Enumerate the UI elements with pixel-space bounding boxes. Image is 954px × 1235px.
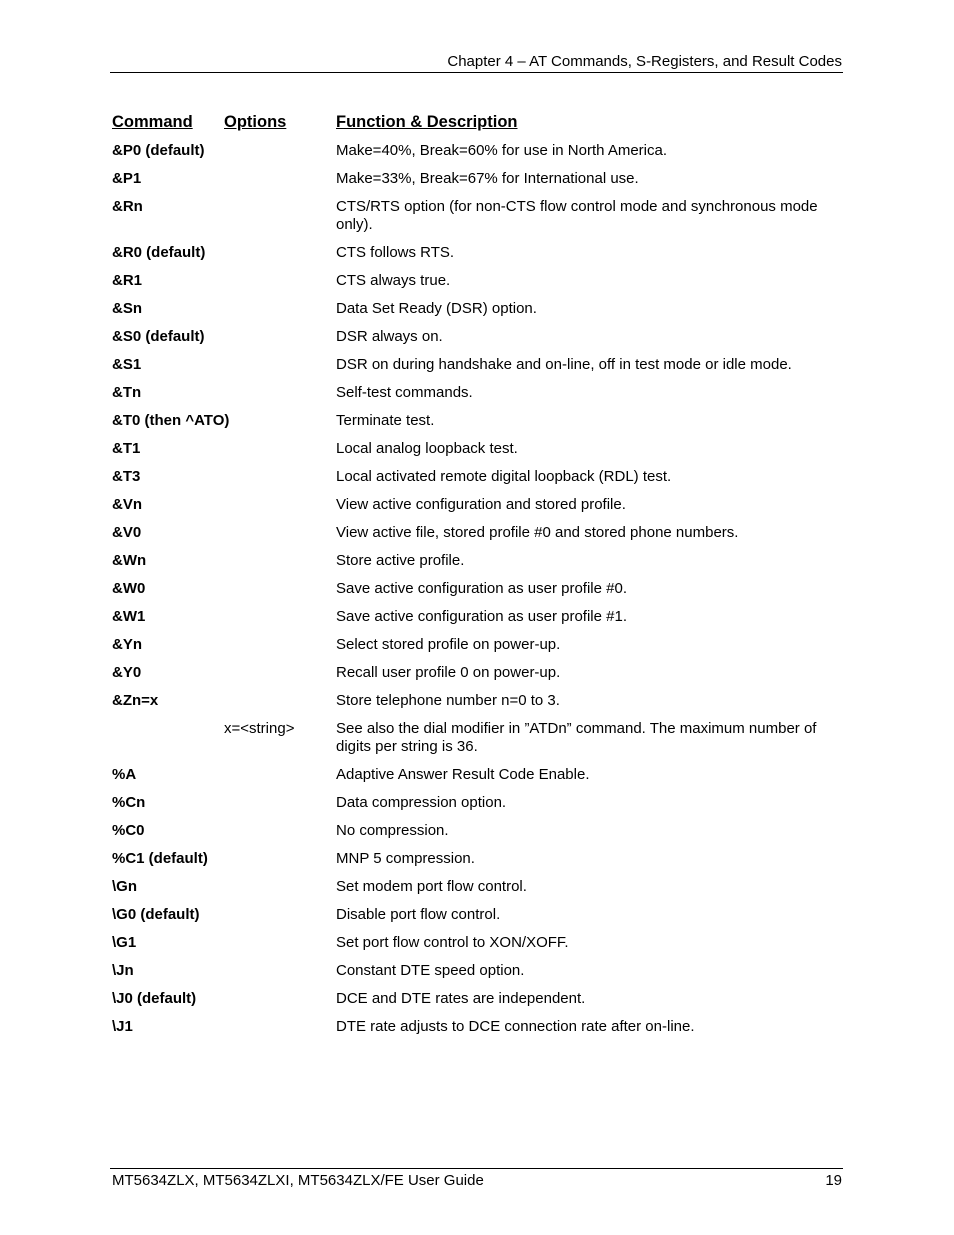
page-footer — [110, 1168, 843, 1191]
command-cell: &R1 — [112, 272, 143, 289]
table-row — [112, 140, 843, 168]
table-row — [112, 988, 843, 1016]
command-cell: \Jn — [112, 962, 134, 979]
description-cell: Data compression option. — [336, 794, 507, 811]
command-cell: &W0 — [112, 580, 146, 597]
table-row — [112, 354, 843, 382]
description-cell: Recall user profile 0 on power-up. — [336, 664, 561, 681]
description-cell: CTS/RTS option (for non-CTS flow control mode and synchronous mode only). — [336, 198, 818, 233]
command-cell: \G1 — [112, 934, 137, 951]
command-cell: \Gn — [112, 878, 137, 895]
table-row — [112, 662, 843, 690]
table-row — [112, 932, 843, 960]
table-row — [112, 904, 843, 932]
description-cell: DCE and DTE rates are independent. — [336, 990, 586, 1007]
table-row — [112, 876, 843, 904]
command-cell: &W1 — [112, 608, 146, 625]
table-row — [112, 634, 843, 662]
table-row — [112, 270, 843, 298]
table-row — [112, 466, 843, 494]
description-cell: Make=33%, Break=67% for International use. — [336, 170, 639, 187]
command-cell: &S0 (default) — [112, 328, 205, 345]
command-cell: %C1 (default) — [112, 850, 208, 867]
table-row — [112, 792, 843, 820]
table-row — [112, 382, 843, 410]
description-cell: Save active configuration as user profile #1. — [336, 608, 627, 625]
table-row — [112, 578, 843, 606]
command-cell: &P1 — [112, 170, 142, 187]
table-row — [112, 960, 843, 988]
command-cell: &T3 — [112, 468, 141, 485]
command-cell: &Vn — [112, 496, 142, 513]
table-row — [112, 550, 843, 578]
chapter-title: Chapter 4 – AT Commands, S-Registers, and Result Codes — [447, 53, 842, 70]
command-cell: &S1 — [112, 356, 142, 373]
command-table — [112, 140, 843, 1044]
page-number: 19 — [825, 1172, 842, 1189]
table-row — [112, 410, 843, 438]
command-cell: &Tn — [112, 384, 142, 401]
table-row — [112, 242, 843, 270]
description-cell: CTS always true. — [336, 272, 451, 289]
description-cell: Local activated remote digital loopback (RDL) test. — [336, 468, 672, 485]
description-cell: Constant DTE speed option. — [336, 962, 525, 979]
description-cell: Local analog loopback test. — [336, 440, 518, 457]
description-cell: Select stored profile on power-up. — [336, 636, 561, 653]
description-cell: Make=40%, Break=60% for use in North America. — [336, 142, 667, 159]
description-cell: No compression. — [336, 822, 449, 839]
command-cell: &Yn — [112, 636, 142, 653]
description-cell: MNP 5 compression. — [336, 850, 475, 867]
table-row — [112, 438, 843, 466]
description-cell: DSR always on. — [336, 328, 443, 345]
description-cell: Self-test commands. — [336, 384, 473, 401]
description-cell: DTE rate adjusts to DCE connection rate after on-line. — [336, 1018, 695, 1035]
table-row — [112, 196, 843, 242]
description-cell: Terminate test. — [336, 412, 435, 429]
column-header-function: Function & Description — [336, 113, 518, 131]
command-cell: &Rn — [112, 198, 143, 215]
table-row — [112, 1016, 843, 1044]
table-row — [112, 522, 843, 550]
command-cell: &T1 — [112, 440, 141, 457]
command-cell: \G0 (default) — [112, 906, 200, 923]
command-cell: &Wn — [112, 552, 147, 569]
description-cell: Adaptive Answer Result Code Enable. — [336, 766, 590, 783]
table-row — [112, 718, 843, 764]
table-row — [112, 764, 843, 792]
description-cell: Store telephone number n=0 to 3. — [336, 692, 560, 709]
description-cell: View active file, stored profile #0 and stored phone numbers. — [336, 524, 739, 541]
command-cell: &P0 (default) — [112, 142, 205, 159]
command-cell: %C0 — [112, 822, 145, 839]
table-row — [112, 168, 843, 196]
guide-title: MT5634ZLX, MT5634ZLXI, MT5634ZLX/FE User Guide — [112, 1172, 484, 1189]
command-cell: &V0 — [112, 524, 142, 541]
command-cell: %Cn — [112, 794, 146, 811]
description-cell: View active configuration and stored profile. — [336, 496, 626, 513]
column-header-options: Options — [224, 113, 287, 131]
command-cell: &Sn — [112, 300, 142, 317]
command-cell: &R0 (default) — [112, 244, 206, 261]
table-row — [112, 820, 843, 848]
description-cell: Set port flow control to XON/XOFF. — [336, 934, 569, 951]
description-cell: DSR on during handshake and on-line, off in test mode or idle mode. — [336, 356, 792, 373]
table-row — [112, 298, 843, 326]
column-header-command: Command — [112, 113, 193, 131]
table-row — [112, 690, 843, 718]
table-row — [112, 848, 843, 876]
table-row — [112, 326, 843, 354]
command-cell: &Y0 — [112, 664, 142, 681]
description-cell: Data Set Ready (DSR) option. — [336, 300, 537, 317]
description-cell: Save active configuration as user profile #0. — [336, 580, 627, 597]
command-cell: &Zn=x — [112, 692, 159, 709]
description-cell: CTS follows RTS. — [336, 244, 455, 261]
command-cell: &T0 (then ^ATO) — [112, 412, 230, 429]
command-cell: \J0 (default) — [112, 990, 197, 1007]
command-cell: %A — [112, 766, 137, 783]
command-cell: \J1 — [112, 1018, 133, 1035]
description-cell: Set modem port flow control. — [336, 878, 527, 895]
table-row — [112, 606, 843, 634]
table-row — [112, 494, 843, 522]
description-cell: Store active profile. — [336, 552, 465, 569]
description-cell: See also the dial modifier in ”ATDn” command. The maximum number of digits per string is 36. — [336, 720, 817, 755]
description-cell: Disable port flow control. — [336, 906, 501, 923]
options-cell: x=<string> — [224, 720, 295, 737]
page-header — [110, 52, 843, 73]
